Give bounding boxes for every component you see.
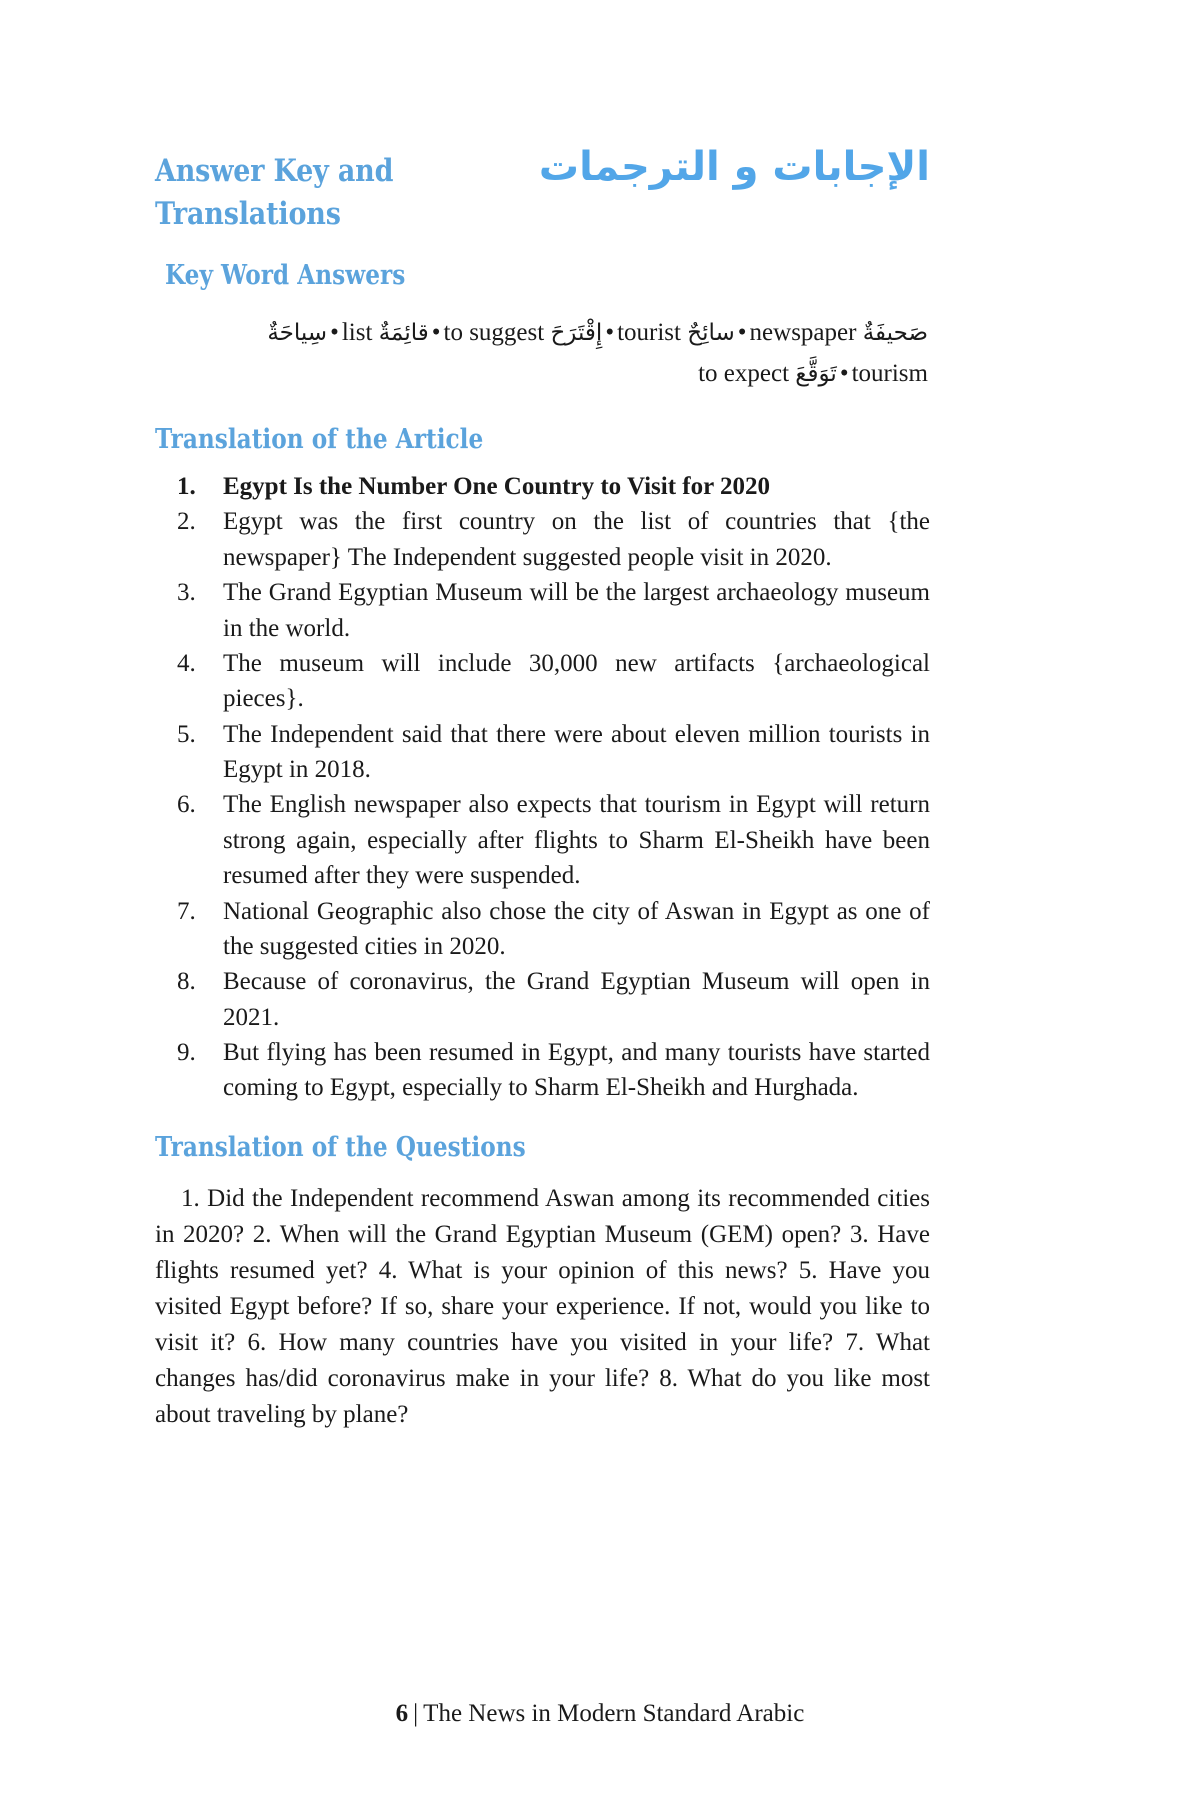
article-list-item [155, 504, 930, 575]
key-word-separator: • [431, 319, 441, 346]
article-item-number: 6. [177, 791, 196, 819]
article-list-item [155, 964, 930, 1035]
article-translation-list [155, 469, 930, 1106]
footer-page-number: 6 [395, 1700, 409, 1727]
article-list-item [155, 646, 930, 717]
article-item-number: 3. [177, 579, 196, 607]
key-word-entry [698, 360, 837, 387]
page-title-block [155, 144, 930, 260]
article-item-text: The Grand Egyptian Museum will be the largest archaeology museum in the world. [223, 579, 930, 642]
article-item-number: 2. [177, 508, 196, 536]
article-list-item [155, 469, 930, 504]
key-word-arabic: قائِمَةٌ [378, 320, 429, 346]
article-list-item [155, 894, 930, 965]
key-word-separator: • [839, 359, 849, 387]
key-word-arabic: صَحيفَةٌ [862, 320, 928, 346]
article-list-item [155, 787, 930, 893]
key-word-separator: • [330, 319, 339, 346]
page-title-english: Answer Key and Translations [155, 153, 394, 232]
key-word-arabic: سائِحٌ [687, 320, 735, 346]
article-item-text: National Geographic also chose the city of Aswan in Egypt as one of the suggested cities in 2020. [223, 897, 930, 960]
key-word-entry [342, 319, 429, 346]
section-heading-questions: Translation of the Questions [155, 1131, 526, 1163]
article-item-number: 9. [177, 1039, 196, 1066]
key-word-gloss: newspaper [749, 319, 857, 346]
key-word-entry [750, 319, 928, 346]
article-list-item [155, 1035, 930, 1106]
key-word-entry [444, 319, 603, 346]
key-word-separator: • [737, 319, 747, 346]
article-item-number: 1. [177, 473, 196, 500]
key-word-separator: • [605, 319, 615, 346]
article-item-text: The Independent said that there were about eleven million tourists in Egypt in 2018. [223, 720, 930, 783]
article-item-text: Egypt was the first country on the list of countries that {the newspaper} The Independent suggested people visit in 2020. [223, 508, 930, 571]
article-list-item [155, 575, 930, 646]
article-item-number: 5. [177, 720, 196, 748]
key-words-list [183, 313, 928, 394]
footer-divider: | [413, 1700, 419, 1727]
article-item-text: The museum will include 30,000 new artifacts {archaeological pieces}. [223, 649, 930, 713]
page-title-arabic: الإجابات و الترجمات [538, 144, 930, 190]
key-word-gloss: to suggest [443, 319, 545, 346]
article-item-text: The English newspaper also expects that tourism in Egypt will return strong again, especially after flights to Sharm El-Sheikh have been resumed after they were suspended. [223, 791, 930, 890]
key-word-entry [617, 319, 735, 346]
section-heading-article: Translation of the Article [155, 424, 484, 455]
article-item-number: 4. [177, 649, 196, 677]
article-item-number: 8. [177, 968, 196, 996]
page-content [155, 144, 930, 1433]
section-heading-key-words: Key Word Answers [165, 260, 406, 291]
article-item-text: Egypt Is the Number One Country to Visit for 2020 [223, 473, 771, 500]
article-list-item [155, 717, 930, 788]
key-word-gloss: tourism [851, 359, 928, 387]
footer-book-title: The News in Modern Standard Arabic [423, 1700, 805, 1727]
key-word-gloss: to expect [698, 359, 790, 387]
key-word-arabic: إِقْتَرَحَ [550, 320, 603, 346]
key-word-gloss: list [341, 319, 373, 346]
page-footer [0, 1700, 1200, 1728]
key-word-gloss: tourist [617, 319, 681, 346]
questions-translation-paragraph: 1. Did the Independent recommend Aswan among its recommended cities in 2020? 2. When will the Grand Egyptian Museum (GEM) open? 3. Have flights resumed yet? 4. What is your opinion of this news? 5. Have you visited Egypt before? If so, share your experience. If not, would you like to visit it? 6. How many countries have you visited in your life? 7. What changes has/did coronavirus make in your life? 8. What do you like most about traveling by plane? [155, 1184, 930, 1428]
key-word-arabic: سِياحَةٌ [267, 320, 328, 346]
article-item-text: But flying has been resumed in Egypt, and many tourists have started coming to Egypt, especially to Sharm El-Sheikh and Hurghada. [223, 1039, 930, 1102]
article-item-text: Because of coronavirus, the Grand Egyptian Museum will open in 2021. [223, 968, 930, 1031]
key-word-arabic: تَوَقَّعَ [795, 360, 837, 387]
article-item-number: 7. [177, 897, 196, 925]
